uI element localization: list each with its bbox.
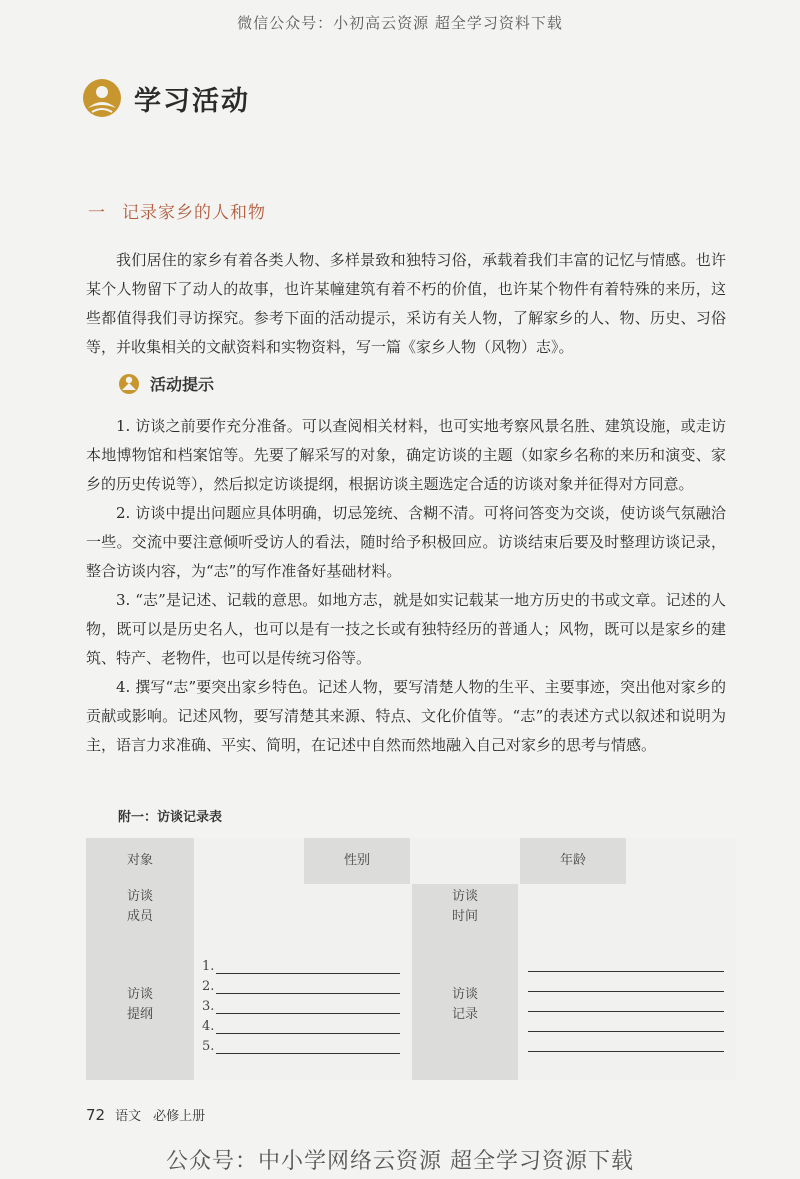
record-line <box>528 971 724 972</box>
subject-label: 对象 <box>86 838 194 884</box>
activity-logo-icon <box>82 78 122 118</box>
tip-item: 2. 访谈中提出问题应具体明确，切忌笼统、含糊不清。可将问答变为交谈，使访谈气氛融洽一些。交流中要注意倾听受访人的看法，随时给予积极回应。访谈结束后要及时整理访谈记录，整合访谈内容，为“志”的写作准备好基础材料。 <box>86 504 726 580</box>
tips-icon <box>118 373 140 395</box>
page-number: 72 <box>86 1106 106 1124</box>
record-line <box>528 1051 724 1052</box>
record-label: 访谈 记录 <box>412 930 518 1080</box>
subject-field[interactable] <box>194 838 304 884</box>
outline-line <box>202 974 400 994</box>
outline-number: 5. <box>202 1039 215 1054</box>
section-title: 记录家乡的人和物 <box>122 203 266 223</box>
outline-line <box>202 994 400 1014</box>
outline-number: 1. <box>202 959 215 974</box>
outline-number: 3. <box>202 999 215 1014</box>
gender-label: 性别 <box>304 838 410 884</box>
members-label: 访谈 成员 <box>86 884 194 930</box>
time-field[interactable] <box>518 884 736 930</box>
outline-line <box>202 1034 400 1054</box>
record-line <box>528 991 724 992</box>
record-field[interactable] <box>518 930 736 1080</box>
tip-item: 3. “志”是记述、记载的意思。如地方志，就是如实记载某一地方历史的书或文章。记述的人物，既可以是历史名人，也可以是有一技之长或有独特经历的普通人；风物，既可以是家乡的建筑、特产、老物件，也可以是传统习俗等。 <box>86 591 726 667</box>
appendix-title: 附一：访谈记录表 <box>118 810 223 825</box>
time-label: 访谈 时间 <box>412 884 518 930</box>
outline-line <box>202 1014 400 1034</box>
bottom-watermark: 公众号：中小学网络云资源 超全学习资源下载 <box>166 1149 634 1174</box>
page-title: 学习活动 <box>134 85 250 117</box>
age-label: 年龄 <box>520 838 626 884</box>
outline-number: 2. <box>202 979 215 994</box>
outline-label: 访谈 提纲 <box>86 930 194 1080</box>
age-field[interactable] <box>626 838 736 884</box>
tips-header <box>118 372 214 395</box>
outline-lines <box>202 954 400 1054</box>
section-number: 一 <box>88 203 106 223</box>
interview-record-form <box>86 838 736 1080</box>
outline-line <box>202 954 400 974</box>
page-header <box>82 78 250 118</box>
tip-item: 1. 访谈之前要作充分准备。可以查阅相关材料，也可实地考察风景名胜、建筑设施，或走访本地博物馆和档案馆等。先要了解采写的对象，确定访谈的主题（如家乡名称的来历和演变、家乡的历史传说等），然后拟定访谈提纲，根据访谈主题选定合适的访谈对象并征得对方同意。 <box>86 417 726 493</box>
tips-list <box>86 412 726 760</box>
gender-field[interactable] <box>410 838 520 884</box>
tips-title: 活动提示 <box>150 375 215 394</box>
section-heading <box>88 198 266 223</box>
outline-number: 4. <box>202 1019 215 1034</box>
members-field[interactable] <box>194 884 412 930</box>
page-footer <box>86 1105 205 1124</box>
book-volume: 必修上册 <box>153 1109 206 1124</box>
top-watermark: 微信公众号：小初高云资源 超全学习资料下载 <box>237 14 563 32</box>
tip-item: 4. 撰写“志”要突出家乡特色。记述人物，要写清楚人物的生平、主要事迹，突出他对家乡的贡献或影响。记述风物，要写清楚其来源、特点、文化价值等。“志”的表述方式以叙述和说明为主，语言力求准确、平实、简明，在记述中自然而然地融入自己对家乡的思考与情感。 <box>86 678 726 754</box>
record-line <box>528 1011 724 1012</box>
intro-paragraph: 我们居住的家乡有着各类人物、多样景致和独特习俗，承载着我们丰富的记忆与情感。也许某个人物留下了动人的故事，也许某幢建筑有着不朽的价值，也许某个物件有着特殊的来历，这些都值得我们寻访探究。参考下面的活动提示，采访有关人物，了解家乡的人、物、历史、习俗等，并收集相关的文献资料和实物资料，写一篇《家乡人物（风物）志》。 <box>86 251 726 356</box>
record-line <box>528 1031 724 1032</box>
book-subject: 语文 <box>115 1109 142 1124</box>
